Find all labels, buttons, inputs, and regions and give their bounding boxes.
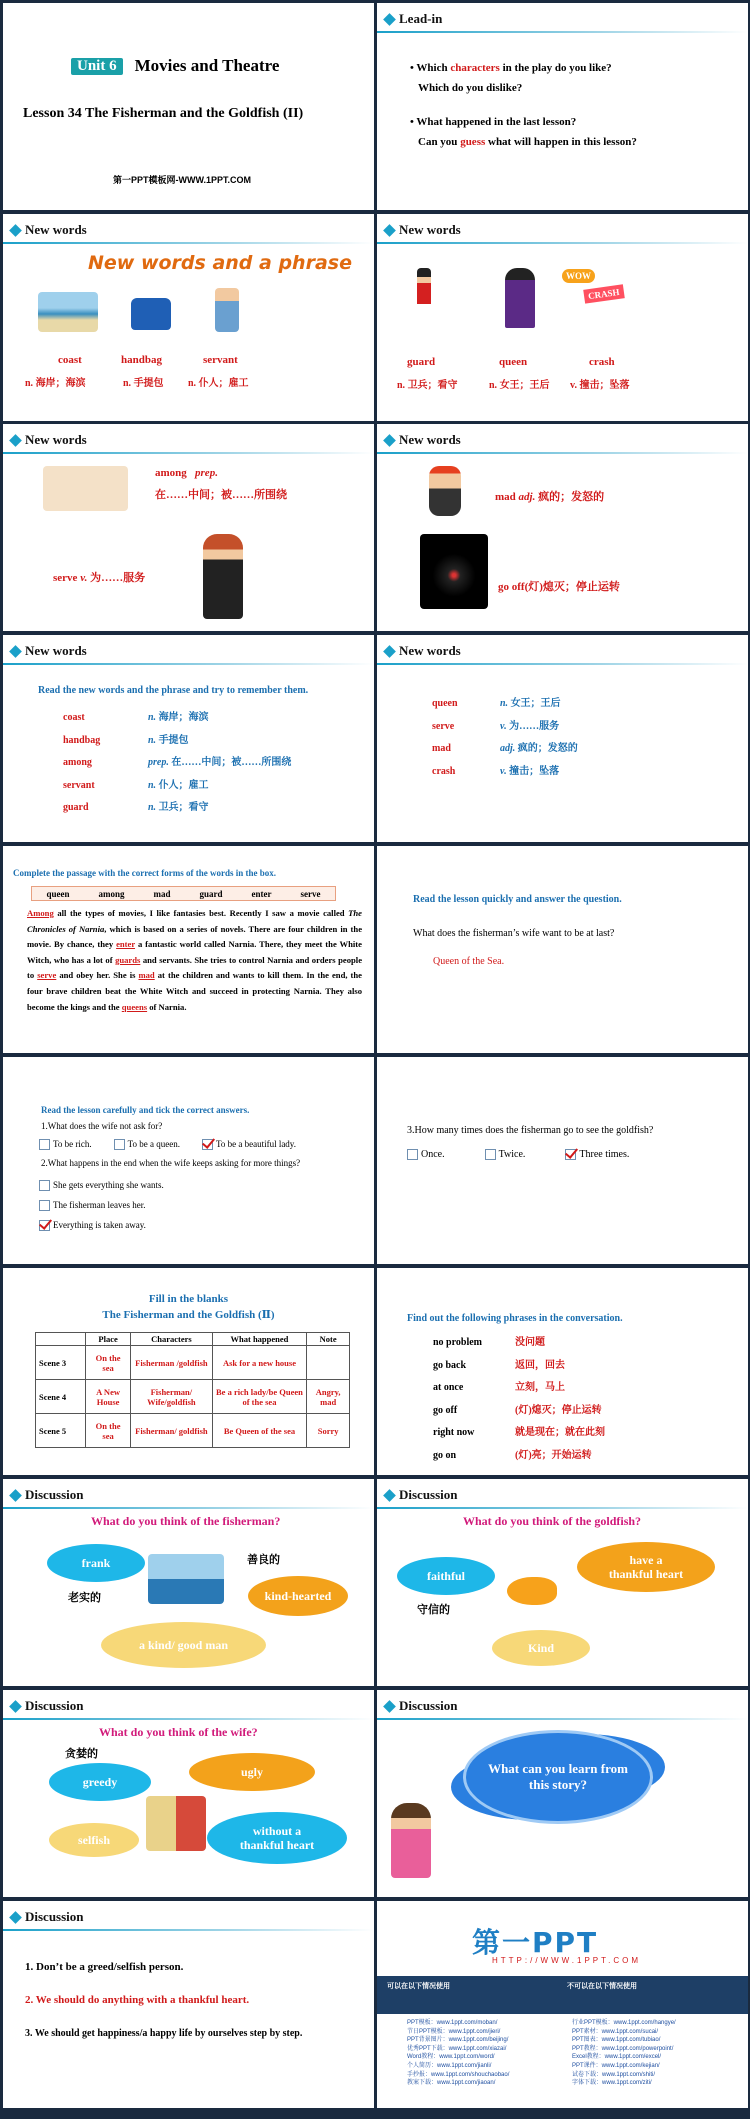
divider xyxy=(377,663,748,665)
link[interactable]: 字体下载：www.1ppt.com/ziti/ xyxy=(572,2080,652,2087)
option-queen[interactable]: To be a queen. xyxy=(114,1139,180,1150)
oval-selfish: selfish xyxy=(49,1823,139,1857)
def-coast: n. 海岸；海滨 xyxy=(25,378,86,389)
new-words-banner: New words and a phrase xyxy=(88,252,352,274)
link[interactable]: PPT图表：www.1ppt.com/tubiao/ xyxy=(572,2037,661,2044)
diamond-icon xyxy=(383,645,396,658)
word-serve: serve v. 为……服务 xyxy=(53,572,146,584)
wow-label: WOW xyxy=(562,269,595,283)
among-image xyxy=(43,466,128,511)
word-handbag: handbag xyxy=(121,354,162,366)
left-links xyxy=(407,2019,509,2088)
table-subtitle: The Fisherman and the Goldfish (Ⅱ) xyxy=(102,1309,275,1321)
instruction: Read the lesson quickly and answer the question. xyxy=(413,894,622,905)
diamond-icon xyxy=(9,645,22,658)
question-2: 2.What happens in the end when the wife keeps asking for more things? xyxy=(41,1158,301,1168)
option-rich[interactable]: To be rich. xyxy=(39,1139,92,1150)
slide-heading: New words xyxy=(11,432,87,448)
word-among: among prep. xyxy=(155,467,218,479)
handbag-image xyxy=(131,298,171,330)
label-greedy-zh: 贪婪的 xyxy=(65,1748,98,1760)
diamond-icon xyxy=(9,224,22,237)
oval-thankful-heart: have a thankful heart xyxy=(577,1542,715,1592)
q2-options xyxy=(39,1175,164,1235)
slide-new-words-list-1 xyxy=(3,635,374,842)
def-servant: n. 仆人；雇工 xyxy=(188,378,249,389)
def-guard: n. 卫兵；看守 xyxy=(397,380,458,391)
link[interactable]: 试卷下载：www.1ppt.com/shiti/ xyxy=(572,2071,656,2078)
link[interactable]: PPT素材：www.1ppt.com/sucai/ xyxy=(572,2028,659,2035)
unit-title: Movies and Theatre xyxy=(134,56,280,75)
diamond-icon xyxy=(383,1700,396,1713)
phrase-list: no problem 没问题 go back 返回，回去 at once 立刻，马上 go off (灯)熄灭；停止运转 right now 就是现在；就在此刻 go on (灯)亮；开始运转 xyxy=(433,1337,605,1461)
slide-discussion-wife xyxy=(3,1690,374,1897)
checkbox[interactable] xyxy=(39,1139,50,1150)
question: What do you think of the goldfish? xyxy=(463,1514,642,1528)
checkbox[interactable] xyxy=(485,1149,496,1160)
link[interactable]: Excel教程：www.1ppt.com/excel/ xyxy=(572,2054,662,2061)
option-gets-everything[interactable]: She gets everything she wants. xyxy=(39,1175,164,1195)
q3-options xyxy=(407,1149,629,1160)
divider xyxy=(3,1718,374,1720)
slide-heading: Discussion xyxy=(385,1487,458,1503)
option-beautiful-lady[interactable]: To be a beautiful lady. xyxy=(202,1139,296,1150)
label-trustworthy: 守信的 xyxy=(417,1604,450,1616)
slide-lead-in xyxy=(377,3,748,210)
instruction: Read the new words and the phrase and try to remember them. xyxy=(38,685,309,696)
slide-heading: New words xyxy=(385,432,461,448)
lead-in-questions: • Which characters in the play do you like? Which do you dislike? • What happened in the last lesson? Can you guess what will happen in this lesson? xyxy=(410,62,637,148)
wife-image xyxy=(146,1796,206,1851)
link[interactable]: PPT模板：www.1ppt.com/moban/ xyxy=(407,2020,498,2026)
table-header: Place Characters What happened Note xyxy=(36,1333,350,1346)
slide-heading: Discussion xyxy=(11,1487,84,1503)
scene-table xyxy=(35,1332,350,1448)
word-coast: coast xyxy=(58,354,82,366)
oval-faithful: faithful xyxy=(397,1557,495,1595)
word-crash: crash xyxy=(589,356,615,368)
divider xyxy=(377,31,748,33)
diamond-icon xyxy=(9,1911,22,1924)
thinking-girl-image xyxy=(391,1803,431,1878)
divider xyxy=(3,452,374,454)
divider xyxy=(3,1929,374,1931)
checkbox[interactable] xyxy=(114,1139,125,1150)
coast-image xyxy=(38,292,98,332)
oval-kind: Kind xyxy=(492,1630,590,1666)
diamond-icon xyxy=(9,1700,22,1713)
label-kind: 善良的 xyxy=(247,1554,280,1566)
label-honest: 老实的 xyxy=(68,1592,101,1604)
guard-image xyxy=(417,268,431,328)
slide-phrases xyxy=(377,1268,748,1475)
word-list: queen n. 女王；王后 serve v. 为……服务 mad adj. 疯的；发怒的 crash v. 撞击；坠落 xyxy=(432,698,578,777)
passage-text: Among all the types of movies, I like fantasies best. Recently I saw a movie called The Chronicles of Narnia, which is based on a series of novels. There are four children in the movie. By chance, they enter a fantastic world called Narnia. There, they meet the White Witch, who has a lot of guards and servants. She tries to control Narnia and orders people to serve and obey her. She is mad at the children and wants to kill them. In the end, the four brave children beat the White Witch and succeed in protecting Narnia. They also become the kings and the queens of Narnia. xyxy=(27,908,363,1012)
ppt-url: HTTP://WWW.1PPT.COM xyxy=(492,1956,641,1965)
def-among: 在……中间；被……所围绕 xyxy=(155,489,287,501)
table-row: Scene 4 A New House Fisherman/ Wife/goldfish Be a rich lady/be Queen of the sea Angry, mad xyxy=(36,1380,350,1414)
link[interactable]: 个人简历：www.1ppt.com/jianli/ xyxy=(407,2062,492,2069)
question: What does the fisherman’s wife want to be at last? xyxy=(413,928,615,939)
word-servant: servant xyxy=(203,354,238,366)
question: What do you think of the fisherman? xyxy=(91,1514,281,1528)
waitress-image xyxy=(203,534,243,619)
phrase-go-off: go off(灯)熄灭；停止运转 xyxy=(498,581,620,593)
ppt-logo: 第一PPT xyxy=(472,1926,599,1959)
table-title: Fill in the blanks xyxy=(148,1293,229,1305)
lesson-line-2: 2. We should do anything with a thankful heart. xyxy=(25,1994,250,2006)
word-guard: guard xyxy=(407,356,436,368)
checked-checkbox[interactable] xyxy=(39,1220,50,1231)
oval-greedy: greedy xyxy=(49,1763,151,1801)
link[interactable]: 行业PPT模板：www.1ppt.com/hangye/ xyxy=(572,2020,676,2026)
checked-checkbox[interactable] xyxy=(202,1139,213,1150)
diamond-icon xyxy=(9,1489,22,1502)
slide-new-words-3 xyxy=(3,424,374,631)
slide-passage xyxy=(3,846,374,1053)
crash-image xyxy=(562,269,622,314)
word-queen: queen xyxy=(499,356,528,368)
link[interactable]: 优秀PPT下载：www.1ppt.com/xiazai/ xyxy=(407,2045,507,2052)
option-twice[interactable]: Twice. xyxy=(485,1149,526,1160)
diamond-icon xyxy=(383,224,396,237)
slide-heading: Discussion xyxy=(385,1698,458,1714)
question-3: 3.How many times does the fisherman go to see the goldfish? xyxy=(407,1125,654,1136)
link[interactable]: PPT背景图片：www.1ppt.com/beijing/ xyxy=(407,2037,509,2044)
slide-heading: Discussion xyxy=(11,1909,84,1925)
checkbox[interactable] xyxy=(39,1180,50,1191)
divider xyxy=(377,1718,748,1720)
table-row: Scene 5 On the sea Fisherman/ goldfish Be Queen of the sea Sorry xyxy=(36,1414,350,1448)
lightbulb-image xyxy=(420,534,488,609)
slide-new-words-2 xyxy=(377,214,748,421)
instruction: Find out the following phrases in the conversation. xyxy=(407,1313,623,1324)
question-1: 1.What does the wife not ask for? xyxy=(41,1121,163,1131)
checked-checkbox[interactable] xyxy=(565,1149,576,1160)
slide-title xyxy=(3,3,374,210)
word-mad: mad adj. 疯的；发怒的 xyxy=(495,491,605,503)
diamond-icon xyxy=(9,434,22,447)
link[interactable]: 手抄报：www.1ppt.com/shouchaobao/ xyxy=(407,2071,510,2078)
divider xyxy=(3,1507,374,1509)
q1-options xyxy=(39,1139,296,1150)
question: What do you think of the wife? xyxy=(99,1725,258,1739)
option-three-times[interactable]: Three times. xyxy=(565,1149,629,1160)
slide-new-words-1 xyxy=(3,214,374,421)
oval-kind-hearted: kind-hearted xyxy=(248,1576,348,1616)
thought-cloud: What can you learn from this story? xyxy=(463,1730,653,1824)
slide-discussion-fisherman xyxy=(3,1479,374,1686)
crash-label: CRASH xyxy=(583,284,624,303)
goldfish-image xyxy=(507,1577,557,1605)
checkbox[interactable] xyxy=(39,1200,50,1211)
link[interactable]: Word教程：www.1ppt.com/word/ xyxy=(407,2054,495,2061)
checkbox[interactable] xyxy=(407,1149,418,1160)
lesson-line-1: 1. Don’t be a greed/selfish person. xyxy=(25,1961,184,1973)
link[interactable]: PPT课件：www.1ppt.com/kejian/ xyxy=(572,2062,660,2069)
table-row: Scene 3 On the sea Fisherman /goldfish Ask for a new house xyxy=(36,1346,350,1380)
diamond-icon xyxy=(383,434,396,447)
angry-man-image xyxy=(429,466,461,516)
slide-heading: Lead-in xyxy=(385,11,442,27)
left-title: 可以在以下情况使用 xyxy=(387,1983,450,1990)
oval-without-thankful-heart: without a thankful heart xyxy=(207,1812,347,1864)
slide-discussion-learn xyxy=(377,1690,748,1897)
slide-quick-read xyxy=(377,846,748,1053)
slide-new-words-list-2 xyxy=(377,635,748,842)
instruction: Read the lesson carefully and tick the correct answers. xyxy=(41,1105,250,1115)
oval-good-man: a kind/ good man xyxy=(101,1622,266,1668)
diamond-icon xyxy=(383,13,396,26)
slide-heading: New words xyxy=(385,643,461,659)
link[interactable]: PPT教程：www.1ppt.com/powerpoint/ xyxy=(572,2045,674,2052)
oval-frank: frank xyxy=(47,1544,145,1582)
slide-heading: New words xyxy=(11,643,87,659)
slide-tick-answers-2 xyxy=(377,1057,748,1264)
fisherman-image xyxy=(148,1554,224,1604)
link[interactable]: 节日PPT模板：www.1ppt.com/jieri/ xyxy=(407,2028,501,2035)
word-box: queen among mad guard enter serve xyxy=(31,886,336,901)
slide-ppt-ad xyxy=(377,1901,748,2108)
slide-heading: New words xyxy=(11,222,87,238)
site-text: 第一PPT模板网-WWW.1PPT.COM xyxy=(113,175,251,185)
slide-heading: New words xyxy=(385,222,461,238)
slide-discussion-conclusion xyxy=(3,1901,374,2108)
slide-fill-blanks xyxy=(3,1268,374,1475)
servant-image xyxy=(215,288,239,332)
unit-badge: Unit 6 xyxy=(71,58,123,75)
diamond-icon xyxy=(383,1489,396,1502)
divider xyxy=(377,452,748,454)
lesson-line-3: 3. We should get happiness/a happy life by ourselves step by step. xyxy=(25,2028,303,2039)
slide-discussion-goldfish xyxy=(377,1479,748,1686)
word-list: coast n. 海岸；海滨 handbag n. 手提包 among prep. 在……中间；被……所围绕 servant n. 仆人；雇工 guard n. 卫兵；看守 xyxy=(63,712,292,813)
slide-heading: Discussion xyxy=(11,1698,84,1714)
right-title: 不可以在以下情况使用 xyxy=(567,1983,637,1990)
slide-new-words-4 xyxy=(377,424,748,631)
option-once[interactable]: Once. xyxy=(407,1149,445,1160)
answer: Queen of the Sea. xyxy=(433,956,505,967)
right-links xyxy=(572,2019,676,2088)
instruction: Complete the passage with the correct forms of the words in the box. xyxy=(13,868,277,878)
divider xyxy=(3,663,374,665)
oval-ugly: ugly xyxy=(189,1753,315,1791)
lesson-title: Lesson 34 The Fisherman and the Goldfish (II) xyxy=(23,106,304,121)
slide-tick-answers xyxy=(3,1057,374,1264)
divider xyxy=(377,1507,748,1509)
def-queen: n. 女王；王后 xyxy=(489,380,550,391)
divider xyxy=(3,242,374,244)
option-leaves[interactable]: The fisherman leaves her. xyxy=(39,1195,164,1215)
def-crash: v. 撞击；坠落 xyxy=(570,380,630,391)
def-handbag: n. 手提包 xyxy=(123,378,164,389)
link[interactable]: 教案下载：www.1ppt.com/jiaoan/ xyxy=(407,2080,496,2087)
queen-image xyxy=(505,268,535,328)
option-taken-away[interactable]: Everything is taken away. xyxy=(39,1215,164,1235)
divider xyxy=(377,242,748,244)
